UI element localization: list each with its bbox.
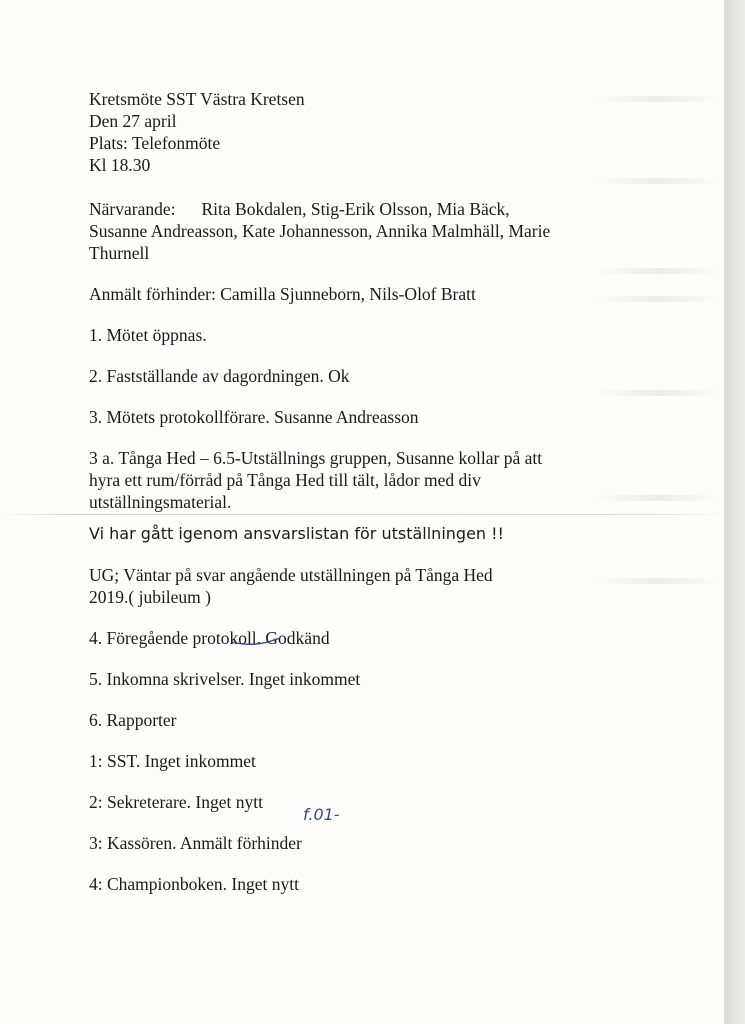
meeting-title: Kretsmöte SST Västra Kretsen — [89, 89, 305, 109]
present-names-1: Rita Bokdalen, Stig-Erik Olsson, Mia Bäck, — [201, 199, 510, 219]
agenda-item-2: 2. Fastställande av dagordningen. Ok — [89, 366, 350, 386]
handwritten-note-text: f.01- — [303, 805, 340, 824]
meeting-time: Kl 18.30 — [89, 155, 151, 175]
present-names-3: Thurnell — [89, 243, 150, 263]
ug-block — [89, 564, 659, 608]
attendance-block — [89, 198, 659, 264]
scan-edge — [724, 0, 745, 1024]
report-4: 4: Championboken. Inget nytt — [89, 874, 299, 894]
meeting-date: Den 27 april — [89, 111, 177, 131]
report-3: 3: Kassören. Anmält förhinder — [89, 833, 302, 853]
handwritten-note — [303, 798, 373, 832]
agenda-item-1: 1. Mötet öppnas. — [89, 325, 207, 345]
meeting-minutes — [89, 88, 659, 895]
ug-line-1: UG; Väntar på svar angående utställningen på Tånga Hed — [89, 565, 493, 585]
ug-line-2: 2019.( jubileum ) — [89, 587, 211, 607]
responsibility-note: Vi har gått igenom ansvarslistan för utställningen !! — [89, 524, 504, 543]
agenda-item-5: 5. Inkomna skrivelser. Inget inkommet — [89, 669, 361, 689]
pen-mark-stroke — [232, 638, 280, 644]
report-2: 2: Sekreterare. Inget nytt — [89, 792, 263, 812]
agenda-item-3a-line-2: hyra ett rum/förråd på Tånga Hed till tält, lådor med div — [89, 470, 481, 490]
header-block — [89, 88, 659, 176]
present-row — [89, 198, 659, 220]
agenda-item-3a-line-3: utställningsmaterial. — [89, 492, 232, 512]
agenda-item-3a-line-1: 3 a. Tånga Hed – 6.5-Utställnings gruppen, Susanne kollar på att — [89, 448, 543, 468]
agenda-item-4: 4. Föregående protokoll. Godkänd — [89, 628, 330, 648]
absent-row: Anmält förhinder: Camilla Sjunneborn, Nils-Olof Bratt — [89, 284, 476, 304]
agenda-item-3a — [89, 447, 659, 513]
report-1: 1: SST. Inget inkommet — [89, 751, 256, 771]
present-names-2: Susanne Andreasson, Kate Johannesson, Annika Malmhäll, Marie — [89, 221, 551, 241]
present-label: Närvarande: — [89, 199, 176, 219]
agenda-item-6: 6. Rapporter — [89, 710, 177, 730]
agenda-item-3: 3. Mötets protokollförare. Susanne Andreasson — [89, 407, 419, 427]
meeting-place: Plats: Telefonmöte — [89, 133, 221, 153]
pen-mark — [228, 620, 388, 670]
